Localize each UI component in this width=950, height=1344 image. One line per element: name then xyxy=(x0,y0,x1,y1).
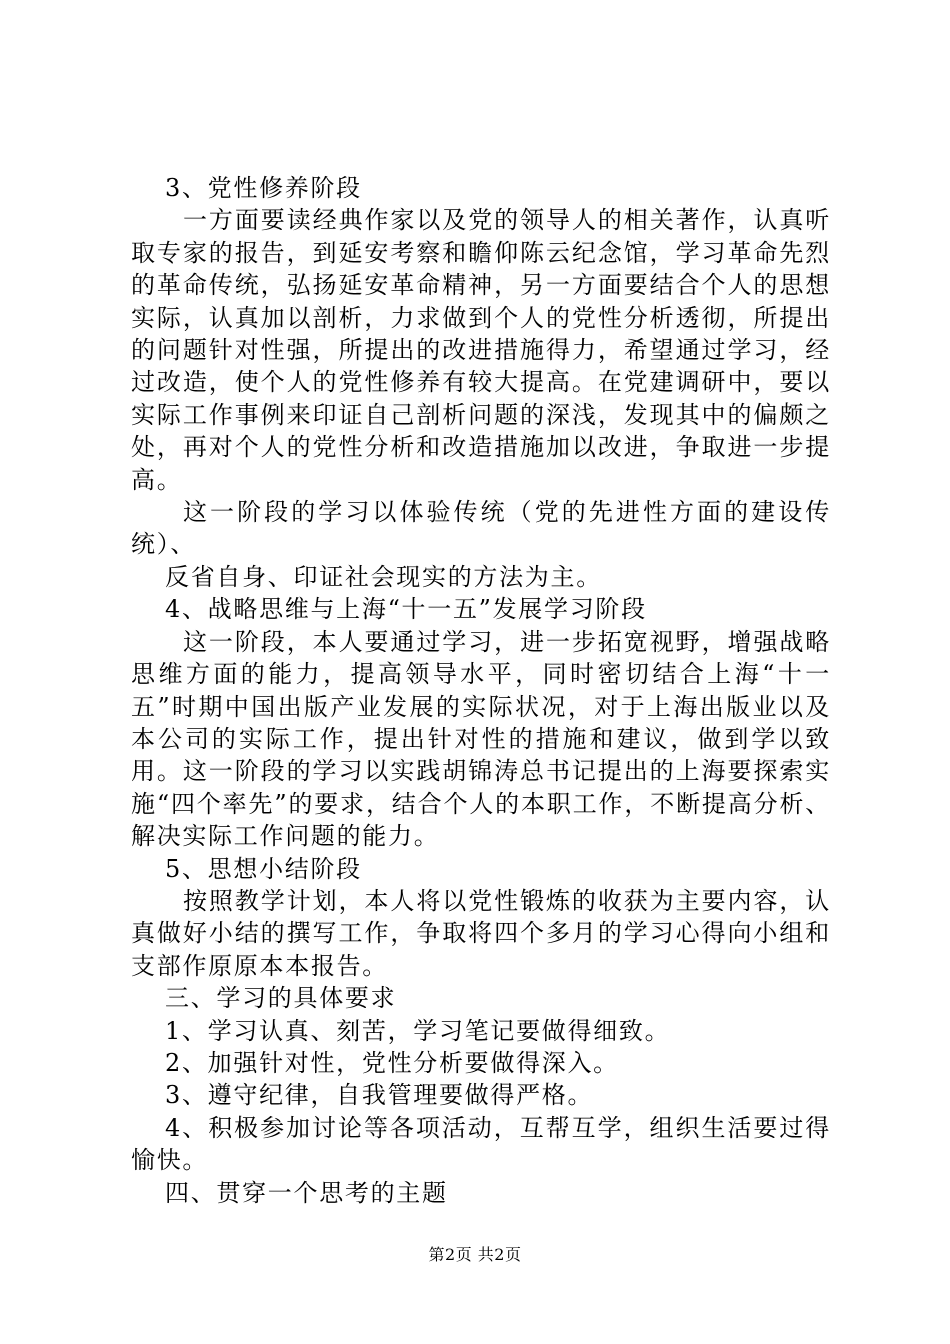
section-heading-requirements: 三、学习的具体要求 xyxy=(165,984,397,1013)
requirement-item-1: 1、学习认真、刻苦，学习笔记要做得细致。 xyxy=(165,1016,671,1045)
requirement-item-3: 3、遵守纪律，自我管理要做得严格。 xyxy=(165,1081,594,1110)
paragraph-party-cultivation: 一方面要读经典作家以及党的领导人的相关著作，认真听取专家的报告，到延安考察和瞻仰陈云纪念馆，学习革命先烈的革命传统，弘扬延安革命精神，另一方面要结合个人的思想实际，认真加以剖析，力求做到个人的党性分析透彻，所提出的问题针对性强，所提出的改进措施得力，希望通过学习，经过改造，使个人的党性修养有较大提高。在党建调研中，要以实际工作事例来印证自己剖析问题的深浅，发现其中的偏颇之处，再对个人的党性分析和改造措施加以改进，争取进一步提高。 xyxy=(131,206,831,494)
section-heading-theme: 四、贯穿一个思考的主题 xyxy=(165,1178,448,1207)
paragraph-strategic-thinking: 这一阶段，本人要通过学习，进一步拓宽视野，增强战略思维方面的能力，提高领导水平，同时密切结合上海“十一五”时期中国出版产业发展的实际状况，对于上海出版业以及本公司的实际工作，提出针对性的措施和建议，做到学以致用。这一阶段的学习以实践胡锦涛总书记提出的上海要探索实施“四个率先”的要求，结合个人的本职工作，不断提高分析、解决实际工作问题的能力。 xyxy=(131,627,831,851)
paragraph-summary: 按照教学计划，本人将以党性锻炼的收获为主要内容，认真做好小结的撰写工作，争取将四个多月的学习心得向小组和支部作原原本本报告。 xyxy=(131,886,831,980)
requirement-item-2: 2、加强针对性，党性分析要做得深入。 xyxy=(165,1048,619,1077)
paragraph-stage-method: 这一阶段的学习以体验传统（党的先进性方面的建设传统）、 xyxy=(131,498,831,559)
page-footer: 第2页 共2页 xyxy=(428,1245,522,1264)
section-heading-summary: 5、思想小结阶段 xyxy=(165,854,362,883)
section-heading-strategic-thinking: 4、战略思维与上海“十一五”发展学习阶段 xyxy=(165,595,647,624)
paragraph-stage-method-continued: 反省自身、印证社会现实的方法为主。 xyxy=(165,562,602,591)
requirement-item-4: 4、积极参加讨论等各项活动，互帮互学，组织生活要过得愉快。 xyxy=(131,1113,831,1175)
section-heading-party-cultivation: 3、党性修养阶段 xyxy=(165,174,362,202)
document-body xyxy=(131,172,831,1209)
